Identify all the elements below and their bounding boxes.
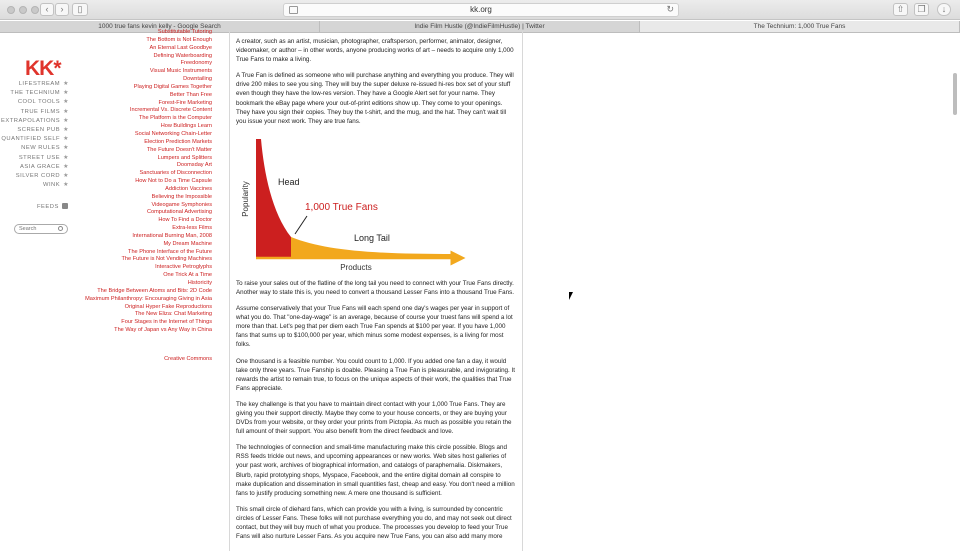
related-link-label: The Bottom is Not Enough [146,36,212,43]
related-link[interactable] [85,202,212,210]
related-link[interactable] [85,45,212,53]
related-link[interactable] [85,155,212,163]
related-link-label: Social Networking Chain-Letter [134,130,212,137]
nav-item-label: ASIA GRACE [19,163,61,170]
related-link[interactable] [85,53,212,61]
related-link-label: Election Prediction Markets [144,138,212,145]
star-icon: ★ [63,163,69,170]
tab-technium[interactable]: The Technium: 1,000 True Fans [640,21,960,32]
forward-button[interactable] [55,3,69,16]
site-logo[interactable]: KK* [25,57,61,80]
nav-item-label: EXTRAPOLATIONS [1,117,61,124]
related-link[interactable] [85,304,212,312]
related-link-label: Incremental Vs. Discrete Content [129,107,212,114]
tabs-overview-button[interactable] [914,3,929,16]
related-link-label: The Phone Interface of the Future [128,248,212,255]
related-link-label: Addiction Vaccines [165,185,212,192]
nav-item-label: LIFESTREAM [18,81,61,87]
related-link-label: International Burning Man, 2008 [132,232,212,239]
related-link-label: How To Find a Doctor [158,217,212,224]
related-link[interactable] [85,100,212,108]
related-link-label: An Eternal Last Goodbye [149,44,212,51]
nav-item-label: QUANTIFIED SELF [1,136,61,143]
nav-item-label: STREET USE [18,154,61,161]
article-paragraph-label: A True Fan is defined as someone who will purchase anything and everything you produce. They will drive 200 miles to see you sing. They will buy the super deluxe re-issued hi-res box set of your stuff even though they have the low-res version. They have a Google Alert set for your name. They bookmark the eBay page where your out-of-print editions show up. They come to your openings. They have you sign their copies. They buy the t-shirt, and the mug, and the hat. They can't wait till you issue your next work. They are true fans. [236,72,514,125]
share-button[interactable] [893,3,908,16]
article-paragraphs-bottom [236,279,516,541]
nav-item[interactable] [1,154,69,163]
star-icon: ★ [63,145,69,152]
related-link-label: Interactive Petroglyphs [155,264,212,271]
related-link-label: Playing Digital Games Together [133,83,212,90]
callout-line [295,216,307,234]
star-icon: ★ [63,117,69,124]
sidebar-icon: ▯ [77,4,83,14]
nav-item[interactable] [1,117,69,126]
star-icon: ★ [63,99,69,106]
star-icon: ★ [63,90,69,97]
article-paragraph [236,400,516,436]
related-link[interactable] [85,139,212,147]
nav-item[interactable] [1,181,69,190]
related-link-label: Freedonomy [180,60,212,67]
y-axis-label: Popularity [241,181,250,217]
related-link[interactable] [85,311,212,319]
related-link-label: The Future is Not Vending Machines [121,256,212,263]
star-icon: ★ [63,81,69,87]
nav-item-label: THE TECHNIUM [10,90,61,97]
head-area [256,139,291,258]
related-link-label: The Platform is the Computer [138,115,212,122]
nav-item-label: SILVER CORD [15,172,61,179]
article-body [229,31,523,551]
nav-item[interactable] [1,80,69,89]
related-link[interactable] [85,225,212,233]
browser-toolbar [0,0,960,20]
rss-icon [62,203,68,209]
minimize-window-button[interactable] [19,6,27,14]
related-link-label: Lumpers and Splitters [157,154,212,161]
star-icon: ★ [63,172,69,179]
article-paragraph [236,304,516,349]
nav-item-label: WINK [42,182,61,189]
star-icon: ★ [63,108,69,115]
related-link[interactable] [85,170,212,178]
long-tail-figure [236,133,467,273]
article-paragraphs-top [236,37,516,126]
article-paragraph [236,71,516,126]
url-text: kk.org [470,5,492,14]
related-link[interactable] [85,288,212,296]
related-link-label: Forest-Fire Marketing [158,99,212,106]
nav-item[interactable] [1,135,69,144]
sidebar-toggle-button[interactable] [72,3,88,16]
related-links-list [85,29,212,335]
nav-item[interactable] [1,108,69,117]
related-link-label: Extra-less Films [172,225,212,232]
article-paragraph [236,443,516,498]
nav-item[interactable] [1,172,69,181]
related-link[interactable] [85,68,212,76]
related-link[interactable] [85,115,212,123]
related-link[interactable] [85,272,212,280]
related-link[interactable] [85,194,212,202]
reload-icon[interactable]: ↻ [666,4,674,14]
chevron-right-icon: › [60,4,64,14]
related-link-label: Maximum Philanthropy: Encouraging Giving in Asia [85,295,212,302]
download-icon: ↓ [941,4,947,14]
related-link[interactable] [85,37,212,45]
nav-item-label: TRUE FILMS [20,108,61,115]
article-paragraph-label: Assume conservatively that your True Fans will each spend one day's wages per year in support of what you do. That "one-day-wage" is an average, because of course your truest fans will spend a lot more than that. Let's peg that per diem each True Fan spends at $100 per year. If you have 1,000 fans that sums up to $100,000 per year, which minus some modest expenses, is a living for most folks. [236,305,513,349]
zoom-window-button[interactable] [31,6,39,14]
related-link[interactable] [85,178,212,186]
article-paragraph-label: A creator, such as an artist, musician, photographer, craftsperson, performer, animator, designer, videomaker, or author – in other words, anyone producing works of art – needs to acquire only 1,000 True Fans to make a living. [236,38,514,64]
related-link-label: Doomsday Art [176,162,212,169]
head-label: Head [278,176,300,187]
article-paragraph [236,37,516,64]
related-link[interactable] [85,147,212,155]
article-paragraph-label: To raise your sales out of the flatline of the long tail you need to connect with your True Fans directly. Another way to state this is, you need to convert a thousand Lesser Fans into a thousand True Fans. [236,279,514,296]
related-link[interactable] [85,60,212,68]
related-link[interactable] [85,131,212,139]
related-link-label: Computational Advertising [147,209,212,216]
related-link-label: Historicity [187,280,212,286]
related-link[interactable] [85,186,212,194]
page-scrollbar[interactable] [953,73,957,115]
search-icon [58,226,63,231]
related-link-label: Sanctuaries of Disconnection [139,170,212,177]
tabs-icon: ❐ [917,4,926,14]
related-link-label: The New Eliza: Chat Marketing [134,311,212,318]
related-link-label: The Future Doesn't Matter [146,146,212,153]
related-link-label: One Trick At a Time [163,272,212,279]
page-content [0,29,960,541]
related-link-label: Believing the Impossible [151,193,212,200]
article-paragraph [236,357,516,393]
related-link-label: How Not to Do a Time Capsule [135,178,212,185]
related-link-label: Substitutable Tutoring [157,29,212,35]
article-paragraph [236,279,516,297]
article-paragraph-label: This small circle of diehard fans, which can provide you with a living, is surrounded by concentric circles of Lesser Fans. These folks will not purchase everything you do, and may not seek out direct contact, but they will buy much of what you produce. The processes you develop to feed your True Fans will also nurture Lesser Fans. As you acquire new True Fans, you can also add many more [236,505,512,541]
nav-item-label: COOL TOOLS [17,99,61,106]
nav-item[interactable] [1,126,69,135]
true-fans-label: 1,000 True Fans [305,201,378,213]
related-link[interactable] [85,296,212,304]
related-link[interactable] [85,76,212,84]
related-link[interactable] [85,107,212,115]
long-tail-label: Long Tail [354,232,390,243]
share-icon: ⇧ [896,4,905,14]
nav-item-label: NEW RULES [21,145,61,152]
downloads-button[interactable] [937,3,951,16]
related-link[interactable] [85,280,212,288]
close-window-button[interactable] [7,6,15,14]
x-axis-label: Products [340,262,372,272]
related-link[interactable] [85,29,212,37]
related-link-label: Four Stages in the Internet of Things [121,319,212,326]
long-tail-diagram [236,133,467,273]
tab-twitter[interactable]: Indie Film Hustle (@IndieFilmHustle) | Twitter [320,21,640,32]
address-bar[interactable] [283,3,679,17]
related-link-label: Original Hyper Fake Reproductions [124,303,212,310]
related-link[interactable] [85,162,212,170]
nav-item[interactable] [1,144,69,153]
article-paragraph-label: The key challenge is that you have to maintain direct contact with your 1,000 True Fans. They are giving you their support directly. Maybe they come to your house concerts, or they are buying your DVDs from your website, or they order your prints from Pictopia. As much as possible you retain the full amount of their support. You also benefit from the direct feedback and love. [236,400,512,436]
feeds-link[interactable] [37,203,68,210]
related-link[interactable] [85,256,212,264]
related-link-label: Videogame Symphonies [151,201,212,208]
related-link-label: Downtailing [183,76,212,83]
star-icon: ★ [63,126,69,133]
site-nav [1,80,69,190]
related-link[interactable] [85,209,212,217]
related-link[interactable] [85,84,212,92]
related-link[interactable] [85,241,212,249]
star-icon: ★ [63,154,69,161]
nav-item[interactable] [1,98,69,107]
star-icon: ★ [63,136,69,143]
related-link[interactable] [85,123,212,131]
related-link[interactable] [85,217,212,225]
nav-item-label: SCREEN PUB [17,126,61,133]
article-paragraph-label: One thousand is a feasible number. You could count to 1,000. If you added one fan a day, it would take only three years. True Fanship is doable. Pleasing a True Fan is pleasurable, and invigorating. It rewards the artist to remain true, to focus on the unique aspects of their work, the qualities that True Fans appreciate. [236,357,515,392]
back-button[interactable] [40,3,54,16]
mouse-cursor [569,292,573,300]
chevron-left-icon: ‹ [45,4,49,14]
related-link[interactable] [85,319,212,327]
related-link-label: Defining Waterboarding [153,52,212,59]
feeds-label: FEEDS [37,204,59,210]
related-link-label: Better Than Free [169,91,212,98]
related-link[interactable] [85,264,212,272]
related-link[interactable] [85,249,212,257]
creative-commons-link[interactable]: Creative Commons [164,356,212,362]
article-paragraph-label: The technologies of connection and small-time manufacturing make this circle possible. Blogs and RSS feeds trickle out news, and upcoming appearances or new works. Web sites host galleries of your past work, archives of biographical information, and catalogs of paraphernalia. Diskmakers, Blurb, rapid prototyping shops, Myspace, Facebook, and the entire digital domain all conspire to make duplication and dissemination in small quantities fast, cheap and easy. You don't need a million fans to justify producing something new. A mere one thousand is sufficient. [236,444,515,497]
related-link[interactable] [85,327,212,335]
related-link-label: Visual Music Instruments [149,68,212,75]
related-link-label: How Buildings Learn [160,123,212,130]
tab-google-search[interactable]: 1000 true fans kevin kelly - Google Search [0,21,320,32]
nav-item[interactable] [1,163,69,172]
related-link[interactable] [85,233,212,241]
related-link-label: My Dream Machine [163,240,212,247]
related-link-label: The Way of Japan vs Any Way in China [114,327,212,334]
related-link[interactable] [85,92,212,100]
star-icon: ★ [63,182,69,189]
nav-item[interactable] [1,89,69,98]
article-paragraph [236,505,516,541]
related-link-label: The Bridge Between Atoms and Bits: 2D Code [97,287,212,294]
